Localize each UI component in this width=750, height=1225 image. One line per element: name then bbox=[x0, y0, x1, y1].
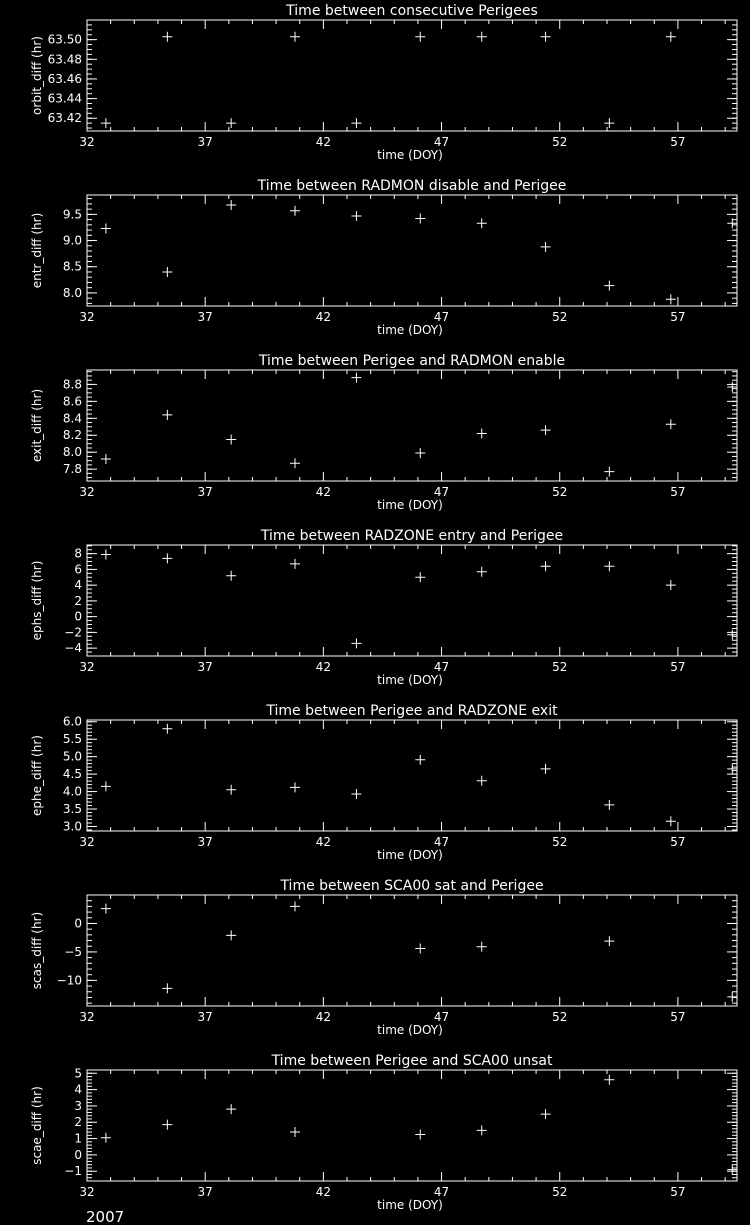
data-point bbox=[541, 764, 551, 774]
data-point bbox=[727, 764, 737, 774]
data-point bbox=[162, 410, 172, 420]
data-point bbox=[666, 294, 676, 304]
chart-panel-1 bbox=[30, 3, 737, 162]
y-tick-label: 63.48 bbox=[47, 52, 82, 67]
chart-panel-4 bbox=[30, 528, 737, 687]
data-point bbox=[226, 434, 236, 444]
data-point bbox=[727, 382, 737, 392]
y-axis-label: exit_diff (hr) bbox=[30, 388, 44, 463]
data-point bbox=[477, 776, 487, 786]
data-point bbox=[290, 32, 300, 42]
data-point bbox=[101, 224, 111, 234]
chart-title: Time between consecutive Perigees bbox=[286, 3, 538, 19]
y-tick-label: 6 bbox=[74, 562, 82, 577]
x-tick-label: 47 bbox=[433, 1185, 450, 1199]
data-point bbox=[541, 242, 551, 252]
data-point bbox=[666, 419, 676, 429]
y-tick-label: 2 bbox=[74, 1115, 82, 1130]
data-point bbox=[541, 561, 551, 571]
data-point bbox=[101, 1133, 111, 1143]
x-tick-label: 52 bbox=[552, 660, 568, 674]
plot-frame bbox=[87, 370, 737, 481]
x-tick-label: 42 bbox=[315, 485, 332, 499]
x-tick-label: 32 bbox=[79, 135, 95, 149]
plot-frame bbox=[87, 1070, 737, 1181]
chart-title: Time between RADZONE entry and Perigee bbox=[260, 528, 564, 544]
data-point bbox=[477, 218, 487, 228]
y-tick-label: 5.0 bbox=[62, 749, 82, 764]
chart-panel-7 bbox=[30, 1053, 737, 1212]
y-tick-label: 4 bbox=[74, 578, 82, 593]
x-axis-label: time (DOY) bbox=[377, 498, 443, 512]
data-point bbox=[226, 1104, 236, 1114]
chart-title: Time between Perigee and SCA00 unsat bbox=[271, 1053, 553, 1069]
data-point bbox=[604, 1075, 614, 1085]
plot-frame bbox=[87, 545, 737, 656]
data-point bbox=[290, 782, 300, 792]
x-tick-label: 57 bbox=[670, 660, 686, 674]
y-tick-label: 3.5 bbox=[62, 802, 82, 817]
y-axis-label: ephs_diff (hr) bbox=[30, 560, 44, 641]
x-tick-label: 52 bbox=[552, 835, 568, 849]
x-tick-label: 52 bbox=[552, 310, 568, 324]
data-point bbox=[162, 1120, 172, 1130]
data-point bbox=[477, 942, 487, 952]
chart-panel-2 bbox=[30, 178, 737, 337]
data-point bbox=[415, 1129, 425, 1139]
x-tick-label: 42 bbox=[315, 310, 332, 324]
chart-title: Time between Perigee and RADZONE exit bbox=[266, 703, 558, 719]
y-axis-label: ephe_diff (hr) bbox=[30, 735, 44, 816]
x-tick-label: 52 bbox=[552, 135, 568, 149]
x-tick-label: 52 bbox=[552, 485, 568, 499]
x-tick-label: 32 bbox=[79, 310, 95, 324]
data-point bbox=[727, 630, 737, 640]
x-axis-label: time (DOY) bbox=[377, 673, 443, 687]
y-tick-label: 63.50 bbox=[47, 32, 82, 47]
y-tick-label: 7.8 bbox=[62, 462, 82, 477]
data-point bbox=[101, 904, 111, 914]
y-tick-label: 8.4 bbox=[62, 411, 82, 426]
data-point bbox=[351, 638, 361, 648]
data-point bbox=[162, 553, 172, 563]
y-tick-label: 0 bbox=[74, 916, 82, 931]
y-tick-label: 63.42 bbox=[47, 111, 82, 126]
y-tick-label: 8.8 bbox=[62, 377, 82, 392]
y-axis-label: scas_diff (hr) bbox=[30, 911, 44, 990]
data-point bbox=[415, 214, 425, 224]
y-tick-label: 9.0 bbox=[62, 233, 82, 248]
x-tick-label: 57 bbox=[670, 835, 686, 849]
data-point bbox=[351, 373, 361, 383]
x-axis-label: time (DOY) bbox=[377, 848, 443, 862]
data-point bbox=[290, 1127, 300, 1137]
x-tick-label: 37 bbox=[197, 660, 213, 674]
x-tick-label: 52 bbox=[552, 1185, 568, 1199]
data-point bbox=[162, 32, 172, 42]
y-tick-label: −2 bbox=[64, 625, 82, 640]
data-point bbox=[226, 785, 236, 795]
x-tick-label: 37 bbox=[197, 135, 213, 149]
y-tick-label: 8.0 bbox=[62, 445, 82, 460]
x-tick-label: 42 bbox=[315, 1185, 332, 1199]
data-point bbox=[477, 1125, 487, 1135]
y-tick-label: 5.5 bbox=[62, 732, 82, 747]
data-point bbox=[415, 32, 425, 42]
x-tick-label: 32 bbox=[79, 1010, 95, 1024]
x-tick-label: 42 bbox=[315, 835, 332, 849]
y-tick-label: 9.5 bbox=[62, 207, 82, 222]
data-point bbox=[351, 211, 361, 221]
x-axis-label: time (DOY) bbox=[377, 1198, 443, 1212]
data-point bbox=[290, 559, 300, 569]
data-point bbox=[226, 200, 236, 210]
y-tick-label: 2 bbox=[74, 593, 82, 608]
x-tick-label: 52 bbox=[552, 1010, 568, 1024]
y-tick-label: −4 bbox=[64, 641, 82, 656]
x-tick-label: 37 bbox=[197, 1185, 213, 1199]
x-tick-label: 57 bbox=[670, 310, 686, 324]
y-tick-label: 4 bbox=[74, 1082, 82, 1097]
data-point bbox=[727, 992, 737, 1002]
x-tick-label: 47 bbox=[433, 835, 450, 849]
data-point bbox=[604, 800, 614, 810]
y-tick-label: 8.5 bbox=[62, 259, 82, 274]
x-tick-label: 37 bbox=[197, 1010, 213, 1024]
data-point bbox=[162, 267, 172, 277]
y-axis-label: entr_diff (hr) bbox=[30, 212, 44, 289]
chart-title: Time between SCA00 sat and Perigee bbox=[280, 878, 544, 894]
plot-frame bbox=[87, 720, 737, 831]
x-tick-label: 57 bbox=[670, 485, 686, 499]
chart-title: Time between RADMON disable and Perigee bbox=[257, 178, 567, 194]
x-axis-label: time (DOY) bbox=[377, 148, 443, 162]
chart-title: Time between Perigee and RADMON enable bbox=[258, 353, 566, 369]
x-tick-label: 47 bbox=[433, 660, 450, 674]
y-tick-label: 1 bbox=[74, 1131, 82, 1146]
x-tick-label: 32 bbox=[79, 1185, 95, 1199]
y-tick-label: 5 bbox=[74, 1066, 82, 1081]
y-axis-label: orbit_diff (hr) bbox=[30, 36, 44, 115]
data-point bbox=[604, 561, 614, 571]
data-point bbox=[666, 32, 676, 42]
y-tick-label: −10 bbox=[56, 973, 82, 988]
y-tick-label: 8.6 bbox=[62, 394, 82, 409]
x-tick-label: 42 bbox=[315, 135, 332, 149]
chart-panel-3 bbox=[30, 353, 737, 512]
plot-frame bbox=[87, 895, 737, 1006]
data-point bbox=[226, 930, 236, 940]
y-tick-label: 0 bbox=[74, 1147, 82, 1162]
x-axis-label: time (DOY) bbox=[377, 323, 443, 337]
data-point bbox=[290, 458, 300, 468]
y-tick-label: 8.0 bbox=[62, 285, 82, 300]
data-point bbox=[101, 454, 111, 464]
x-tick-label: 57 bbox=[670, 1010, 686, 1024]
data-point bbox=[477, 32, 487, 42]
y-tick-label: 0 bbox=[74, 609, 82, 624]
y-tick-label: 63.46 bbox=[47, 71, 82, 86]
data-point bbox=[604, 118, 614, 128]
x-tick-label: 32 bbox=[79, 660, 95, 674]
y-tick-label: −1 bbox=[64, 1164, 82, 1179]
x-tick-label: 42 bbox=[315, 660, 332, 674]
data-point bbox=[415, 448, 425, 458]
y-tick-label: 4.0 bbox=[62, 784, 82, 799]
y-tick-label: 3.0 bbox=[62, 819, 82, 834]
x-tick-label: 37 bbox=[197, 310, 213, 324]
x-tick-label: 32 bbox=[79, 835, 95, 849]
x-tick-label: 47 bbox=[433, 310, 450, 324]
y-tick-label: 8 bbox=[74, 546, 82, 561]
data-point bbox=[290, 901, 300, 911]
plot-frame bbox=[87, 20, 737, 131]
data-point bbox=[415, 572, 425, 582]
data-point bbox=[226, 571, 236, 581]
data-point bbox=[101, 549, 111, 559]
data-point bbox=[101, 781, 111, 791]
data-point bbox=[162, 724, 172, 734]
chart-panel-6 bbox=[30, 878, 737, 1037]
x-tick-label: 57 bbox=[670, 135, 686, 149]
y-tick-label: −5 bbox=[64, 944, 82, 959]
x-tick-label: 47 bbox=[433, 135, 450, 149]
plot-frame bbox=[87, 195, 737, 306]
data-point bbox=[604, 281, 614, 291]
x-tick-label: 32 bbox=[79, 485, 95, 499]
data-point bbox=[541, 1109, 551, 1119]
data-point bbox=[666, 580, 676, 590]
x-axis-label: time (DOY) bbox=[377, 1023, 443, 1037]
y-axis-label: scae_diff (hr) bbox=[30, 1086, 44, 1165]
data-point bbox=[226, 118, 236, 128]
y-tick-label: 3 bbox=[74, 1098, 82, 1113]
footer-year: 2007 bbox=[86, 1208, 125, 1225]
data-point bbox=[666, 816, 676, 826]
y-tick-label: 63.44 bbox=[47, 91, 82, 106]
data-point bbox=[415, 755, 425, 765]
data-point bbox=[604, 467, 614, 477]
data-point bbox=[290, 206, 300, 216]
x-tick-label: 47 bbox=[433, 1010, 450, 1024]
data-point bbox=[541, 425, 551, 435]
data-point bbox=[162, 983, 172, 993]
x-tick-label: 37 bbox=[197, 835, 213, 849]
y-tick-label: 8.2 bbox=[62, 428, 82, 443]
x-tick-label: 57 bbox=[670, 1185, 686, 1199]
y-tick-label: 4.5 bbox=[62, 767, 82, 782]
data-point bbox=[541, 32, 551, 42]
x-tick-label: 37 bbox=[197, 485, 213, 499]
data-point bbox=[101, 118, 111, 128]
data-point bbox=[727, 1165, 737, 1175]
data-point bbox=[477, 567, 487, 577]
y-tick-label: 6.0 bbox=[62, 714, 82, 729]
data-point bbox=[604, 936, 614, 946]
data-point bbox=[351, 789, 361, 799]
data-point bbox=[351, 118, 361, 128]
data-point bbox=[477, 429, 487, 439]
chart-panel-5 bbox=[30, 703, 737, 862]
x-tick-label: 47 bbox=[433, 485, 450, 499]
x-tick-label: 42 bbox=[315, 1010, 332, 1024]
data-point bbox=[415, 944, 425, 954]
